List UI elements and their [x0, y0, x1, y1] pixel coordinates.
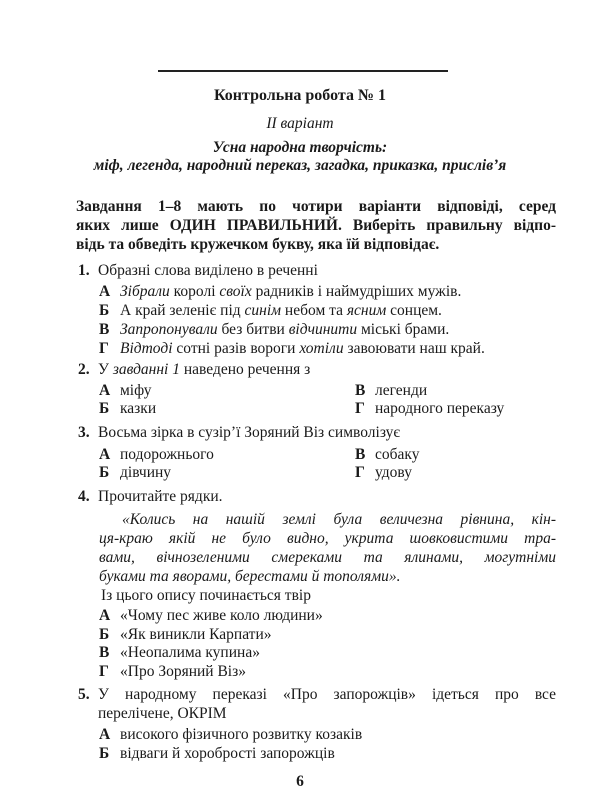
option-letter[interactable]: А [99, 446, 111, 463]
question-number: 5. [78, 686, 90, 703]
option-letter[interactable]: В [99, 321, 110, 338]
option-text: «Неопалима купина» [120, 644, 260, 661]
quote-line: вами, вічнозеленими смереками та ялинами, могутніми [99, 549, 556, 566]
option-text: легенди [375, 382, 428, 399]
topic-line-1: Усна народна творчість: [212, 139, 388, 156]
option-letter[interactable]: А [99, 726, 111, 743]
quote-line: «Колись на нашій землі була величезна рівнина, кін- [122, 511, 556, 528]
instructions-line: відь та обведіть кружечком букву, яка їй відповідає. [76, 236, 440, 253]
option-letter[interactable]: Г [99, 663, 109, 680]
option-text: міфу [120, 382, 152, 399]
option-letter[interactable]: Б [99, 400, 110, 417]
option-text: високого фізичного розвитку козаків [120, 726, 363, 743]
variant-label: II варіант [266, 115, 334, 132]
option-text: «Чому пес живе коло людини» [120, 607, 323, 624]
option-text: «Як виникли Карпати» [120, 626, 272, 643]
option-letter[interactable]: Г [355, 400, 365, 417]
option-letter[interactable]: В [99, 644, 110, 661]
quote-line: буками та яворами, берестами й тополями». [99, 568, 401, 585]
option-letter[interactable]: Г [355, 464, 365, 481]
instructions-line: Завдання 1–8 мають по чотири варіанти відповіді, серед [76, 198, 556, 215]
option-letter[interactable]: А [99, 607, 111, 624]
option-text: Відтоді сотні разів вороги хотіли завоювати наш край. [120, 340, 485, 357]
question-prompt: Образні слова виділено в реченні [98, 262, 318, 279]
option-letter[interactable]: Б [99, 302, 110, 319]
option-letter[interactable]: Г [99, 340, 109, 357]
option-text: удову [375, 464, 412, 481]
option-letter[interactable]: В [355, 382, 366, 399]
option-letter[interactable]: Б [99, 626, 110, 643]
option-letter[interactable]: Б [99, 464, 110, 481]
option-text: дівчину [120, 464, 172, 481]
page-number: 6 [296, 773, 304, 790]
question-number: 4. [78, 488, 90, 505]
question-number: 3. [78, 424, 90, 441]
question-prompt: Восьма зірка в сузір’ї Зоряний Віз символізує [98, 424, 401, 441]
option-letter[interactable]: А [99, 283, 111, 300]
option-text: А край зеленіє під синім небом та ясним сонцем. [120, 302, 442, 319]
option-text: народного переказу [375, 400, 505, 417]
option-text: «Про Зоряний Віз» [120, 663, 246, 680]
page-title: Контрольна робота № 1 [213, 87, 387, 104]
option-letter[interactable]: А [99, 382, 111, 399]
option-text: відваги й хоробрості запорожців [120, 745, 335, 762]
question-prompt: У завданні 1 наведено речення з [98, 361, 311, 378]
question-followup: Із цього опису починається твір [101, 587, 311, 604]
option-text: подорожнього [120, 446, 214, 463]
instructions-line: яких лише ОДИН ПРАВИЛЬНИЙ. Виберіть правильну відпо- [76, 217, 556, 234]
question-number: 2. [78, 361, 90, 378]
quote-line: ця-краю якій не було видно, укрита шовковистими тра- [99, 530, 556, 547]
question-number: 1. [78, 262, 90, 279]
option-text: казки [120, 400, 157, 417]
header-rule [158, 70, 448, 72]
question-prompt: Прочитайте рядки. [98, 488, 223, 505]
option-text: Зібрали королі своїх радників і наймудріших мужів. [120, 283, 462, 300]
question-prompt: У народному переказі «Про запорожців» ідеться про все [98, 686, 556, 703]
option-text: Запропонували без битви відчинити міські брами. [120, 321, 450, 338]
option-letter[interactable]: В [355, 446, 366, 463]
topic-line-2: міф, легенда, народний переказ, загадка, приказка, прислів’я [93, 157, 507, 174]
question-prompt: перелічене, ОКРІМ [98, 705, 227, 722]
option-text: собаку [375, 446, 420, 463]
option-letter[interactable]: Б [99, 745, 110, 762]
